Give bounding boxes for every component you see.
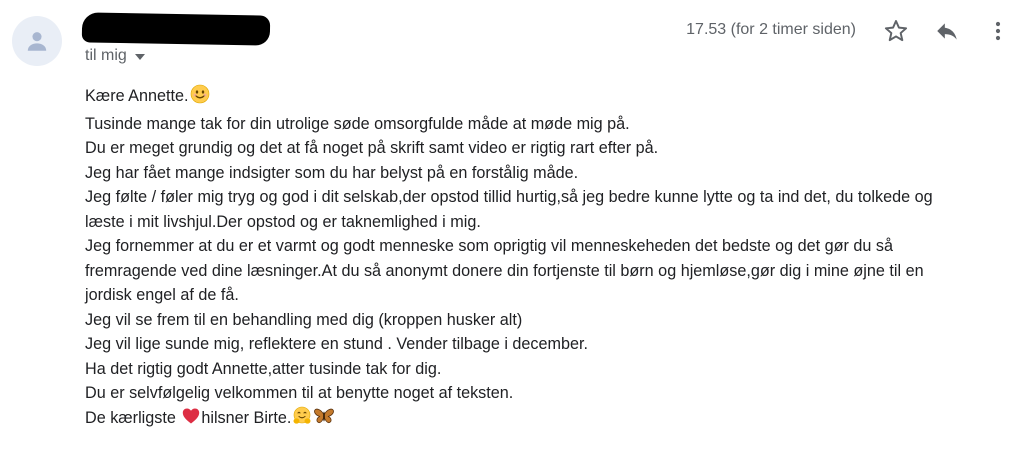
body-line: Jeg fornemmer at du er et varmt og godt menneske som oprigtig vil menneskeheden det bedste og det gør du så [85,237,894,255]
body-line: Tusinde mange tak for din utrolige søde omsorgfulde måde at møde mig på. [85,114,630,133]
reply-icon [934,18,960,44]
hugging-face-emoji-icon [292,406,312,434]
body-line: Jeg vil lige sunde mig, reflektere en stund . Vender tilbage i december. [85,335,589,353]
reply-button[interactable] [932,16,962,46]
body-line: Du er selvfølgelig velkommen til at benytte noget af teksten. [85,384,514,402]
butterfly-emoji-icon [313,406,335,434]
more-options-button[interactable] [983,16,1013,46]
recipient-details-toggle[interactable] [85,47,145,65]
message-timestamp: 17.53 (for 2 timer siden) [686,21,856,38]
greeting-text: Kære Annette. [85,87,189,105]
person-icon [24,28,50,54]
more-vertical-icon [988,19,1008,43]
body-line: læste i mit livshjul.Der opstod og er taknemlighed i mig. [85,212,481,231]
star-button[interactable] [881,16,911,46]
sender-name-redacted [82,12,270,45]
body-line: Jeg følte / føler mig tryg og god i dit selskab,der opstod tillid hurtig,så jeg bedre kunne lytte og ta ind det, du tolkede og [85,188,933,206]
greeting-line [85,84,985,112]
chevron-down-icon [135,54,145,60]
body-line: fremragende ved dine læsninger.At du så anonymt donere din fortjenste til børn og hjemløse,gør dig i mine øjne til en [85,261,924,280]
body-line: Ha det rigtig godt Annette,atter tusinde tak for dig. [85,359,442,378]
body-line: jordisk engel af de få. [85,286,239,304]
message-body [85,84,985,433]
body-line: Jeg har fået mange indsigter som du har belyst på en forstålig måde. [85,163,579,182]
signoff-text-start: De kærligste [85,408,181,427]
body-line: Du er meget grundig og det at få noget på skrift samt video er rigtig rart efter på. [85,139,659,157]
signoff-line [85,406,985,434]
smiling-face-emoji-icon [190,84,210,112]
recipient-label: til mig [85,47,127,64]
red-heart-emoji-icon [181,406,201,434]
star-icon [883,18,909,44]
sender-avatar[interactable] [12,16,62,66]
signoff-text-end: hilsner Birte. [201,408,292,427]
body-line: Jeg vil se frem til en behandling med dig (kroppen husker alt) [85,310,523,329]
